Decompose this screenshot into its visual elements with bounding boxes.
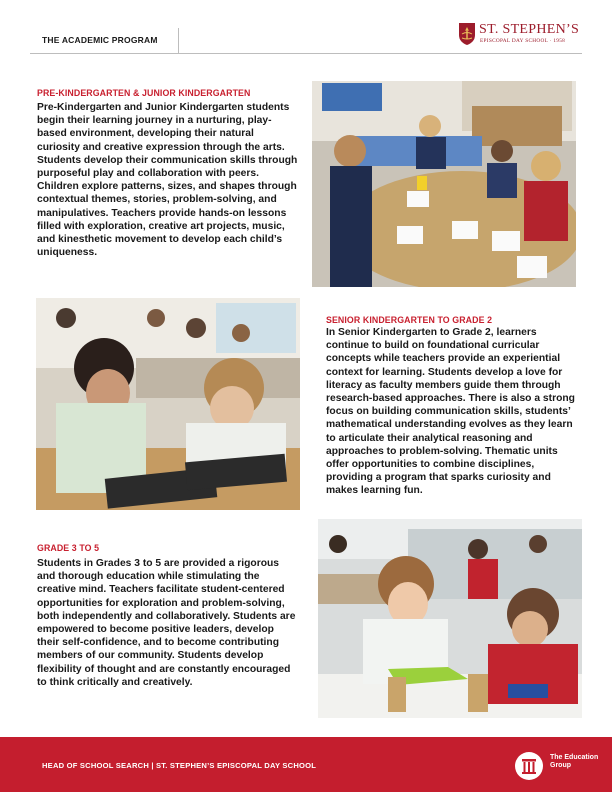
column-icon [514, 751, 544, 781]
school-crest-icon [458, 22, 476, 46]
section-heading-grade3-5: GRADE 3 TO 5 [37, 543, 100, 553]
photo-sk-grade2-chalkboards [36, 298, 300, 510]
school-logo-name: ST. STEPHEN’S [479, 22, 580, 37]
section-body-prek: Pre-Kindergarten and Junior Kindergarten students begin their learning journey in a nurturing, play-based environment, developing their natural curiosity and creative expression through the arts. Students develop their communication skills through purposeful play and collaboration with peers. Children explore patterns, sizes, and shapes through contextual themes, stories, problem-solving, and manipulatives. Teachers provide hands-on lessons filled with exploration, creative art projects, music, and kinesthetic movement to develop each child’s uniqueness. [37, 102, 298, 259]
section-heading-sk-grade2: SENIOR KINDERGARTEN TO GRADE 2 [326, 315, 493, 325]
education-group-logo-text: The Education Group [550, 754, 599, 769]
section-body-sk-grade2: In Senior Kindergarten to Grade 2, learners continue to build on foundational curricular concepts while teachers provide an experiential context for learning. Students develop a love for literacy as faculty members guide them through research-based approaches. There is also a strong focus on building communication skills, students’ mathematical understanding evolves as they learn to articulate their analytical reasoning and approaches to problem-solving. Thematic units offer opportunities to combine disciplines, providing a program that sparks curiosity and makes learning fun. [326, 327, 575, 497]
education-group-logo [514, 751, 604, 781]
page-footer [0, 737, 612, 792]
school-logo-subtitle: EPISCOPAL DAY SCHOOL · 1958 [480, 38, 566, 44]
photo-prek-classroom [312, 81, 576, 287]
page-header [0, 0, 612, 55]
header-divider [178, 28, 179, 53]
school-logo [458, 22, 588, 50]
header-rule [30, 53, 582, 54]
footer-text: HEAD OF SCHOOL SEARCH | ST. STEPHEN’S EPISCOPAL DAY SCHOOL [42, 761, 317, 770]
section-body-grade3-5: Students in Grades 3 to 5 are provided a rigorous and thorough education while stimulating the creative mind. Teachers facilitate student-centered opportunities for exploration and problem-solving, both independently and collaboratively. Students are empowered to become positive leaders, develop their self-confidence, and to become contributing members of our community. Students develop flexibility of thought and are constantly encouraged to think critically and creatively. [37, 558, 296, 688]
photo-grade3-5-building [318, 519, 582, 718]
section-heading-prek: PRE-KINDERGARTEN & JUNIOR KINDERGARTEN [37, 88, 251, 98]
header-title: THE ACADEMIC PROGRAM [42, 35, 158, 45]
